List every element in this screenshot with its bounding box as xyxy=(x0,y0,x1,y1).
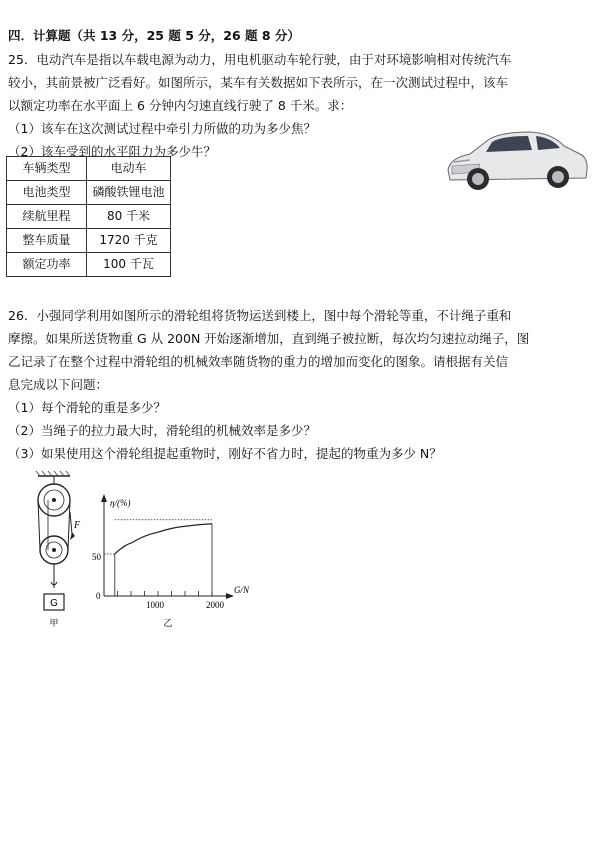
problem-figures xyxy=(8,470,278,630)
q25-text-line: 25．电动汽车是指以车载电源为动力，用电机驱动车轮行驶，由于对环境影响相对传统汽车 xyxy=(8,52,512,67)
y-axis-label: η/(%) xyxy=(110,498,131,508)
q25-subquestion: （2）该车受到的水平阻力为多少牛？ xyxy=(8,144,216,159)
x-tick-label: 1000 xyxy=(146,600,164,610)
section-heading: 四．计算题（共 13 分，25 题 5 分，26 题 8 分） xyxy=(8,28,300,43)
table-cell: 额定功率 xyxy=(7,253,87,277)
x-axis-ticks xyxy=(118,591,213,596)
q26-text-line: 乙记录了在整个过程中滑轮组的机械效率随货物的重力的增加而变化的图象。请根据有关信 xyxy=(8,354,509,369)
graph-guides xyxy=(104,520,212,596)
table-cell: 电动车 xyxy=(87,157,171,181)
q25-text-line: 较小，其前景被广泛看好。如图所示，某车有关数据如下表所示，在一次测试过程中，该车 xyxy=(8,75,509,90)
q26-subquestion: （1）每个滑轮的重是多少？ xyxy=(8,400,166,415)
vehicle-spec-table xyxy=(6,156,171,277)
x-tick-label: 2000 xyxy=(206,600,224,610)
q25-subquestion: （1）该车在这次测试过程中牵引力所做的功为多少焦？ xyxy=(8,121,316,136)
table-cell: 100 千瓦 xyxy=(87,253,171,277)
table-cell: 磷酸铁锂电池 xyxy=(87,181,171,205)
q26-text-line: 26．小强同学利用如图所示的滑轮组将货物运送到楼上，图中每个滑轮等重，不计绳子重和 xyxy=(8,308,512,323)
q26-text-line: 息完成以下问题： xyxy=(8,377,109,392)
graph-caption: 乙 xyxy=(163,619,173,629)
q26-subquestion: （3）如果使用这个滑轮组提起重物时，刚好不省力时，提起的物重为多少 N？ xyxy=(8,446,442,461)
q26-subquestion: （2）当绳子的拉力最大时，滑轮组的机械效率是多少？ xyxy=(8,423,316,438)
table-cell: 车辆类型 xyxy=(7,157,87,181)
table-row xyxy=(7,205,171,229)
q25-text-line: 以额定功率在水平面上 6 分钟内匀速直线行驶了 8 千米。求： xyxy=(8,98,353,113)
x-axis-label: G/N xyxy=(234,585,250,595)
efficiency-graph xyxy=(92,494,250,629)
table-row xyxy=(7,181,171,205)
origin-label: 0 xyxy=(96,591,101,601)
table-cell: 电池类型 xyxy=(7,181,87,205)
y-tick-label: 50 xyxy=(92,552,101,562)
table-cell: 1720 千克 xyxy=(87,229,171,253)
electric-car-image xyxy=(440,118,590,200)
pulley-caption: 甲 xyxy=(49,619,59,629)
table-row xyxy=(7,229,171,253)
table-cell: 续航里程 xyxy=(7,205,87,229)
table-cell: 80 千米 xyxy=(87,205,171,229)
load-label: G xyxy=(50,598,58,609)
table-row xyxy=(7,253,171,277)
pulley-diagram xyxy=(36,471,81,629)
table-row xyxy=(7,157,171,181)
q26-text-line: 摩擦。如果所送货物重 G 从 200N 开始逐渐增加，直到绳子被拉断，每次均匀速拉动绳子，图 xyxy=(8,331,530,346)
force-label: F xyxy=(74,520,81,531)
efficiency-curve xyxy=(115,524,212,554)
table-cell: 整车质量 xyxy=(7,229,87,253)
